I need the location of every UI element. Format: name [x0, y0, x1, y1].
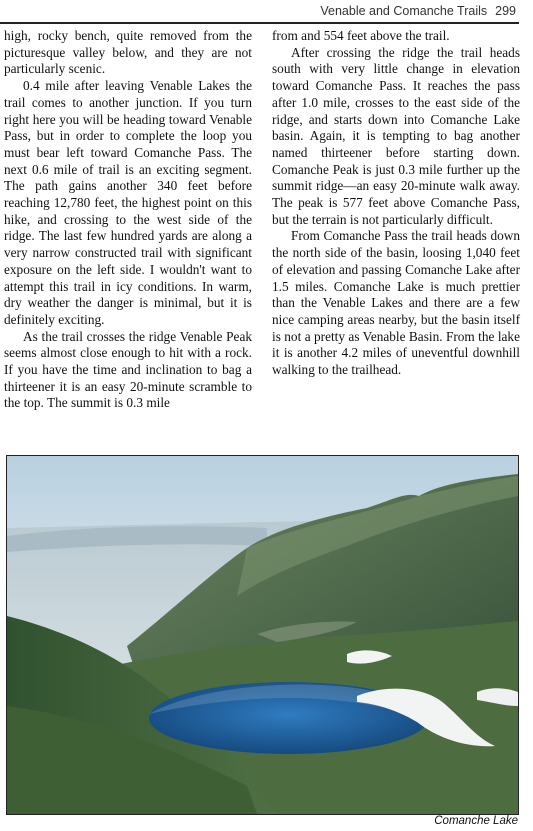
landscape-illustration [7, 456, 518, 814]
paragraph: From Comanche Pass the trail heads down the north side of the basin, loosing 1,040 feet of elevation and passing Comanche Lake after 1.5 miles. Comanche Lake is much prettier than the Venable Lakes and there are a few nice camping areas nearby, but the basin itself is not a pretty as Venable Basin. From the lake it is another 4.2 miles of uneventful downhill walking to the trailhead. [272, 228, 520, 378]
page-number: 299 [495, 4, 516, 18]
comanche-lake-photo [6, 455, 519, 815]
paragraph: 0.4 mile after leaving Venable Lakes the trail comes to another junction. If you turn right here you will be heading toward Venable Pass, but in order to complete the loop you must bear left toward Comanche Pass. The next 0.6 mile of trail is an exciting segment. The path gains another 340 feet before reaching 12,780 feet, the highest point on this hike, and crossing to the west side of the ridge. The last few hundred yards are along a very narrow constructed trail with significant exposure on the left side. I wouldn't want to attempt this trail in icy conditions. In warm, dry weather the danger is minimal, but it is definitely exciting. [4, 78, 252, 327]
paragraph: As the trail crosses the ridge Venable Peak seems almost close enough to hit with a rock. If you have the time and inclination to bag a thirteener it is an easy 20-minute scramble to the top. The summit is 0.3 mile [4, 328, 252, 411]
paragraph: from and 554 feet above the trail. [272, 28, 450, 43]
left-column [4, 28, 252, 412]
paragraph: After crossing the ridge the trail heads south with very little change in elevation toward Comanche Pass. It reaches the pass after 1.0 mile, crosses to the east side of the ridge, and starts down into Comanche Lake basin. Again, it is tempting to bag another named thirteener before starting down. Comanche Peak is just 0.3 mile further up the summit ridge—an easy 20-minute walk away. The peak is 577 feet above Comanche Pass, but the terrain is not particularly difficult. [272, 44, 520, 227]
header-rule [0, 22, 519, 24]
right-column [272, 28, 520, 379]
running-header [0, 4, 516, 18]
photo-caption: Comanche Lake [434, 815, 518, 827]
running-title: Venable and Comanche Trails [320, 4, 488, 18]
paragraph: high, rocky bench, quite removed from the picturesque valley below, and they are not particularly scenic. [4, 28, 252, 77]
